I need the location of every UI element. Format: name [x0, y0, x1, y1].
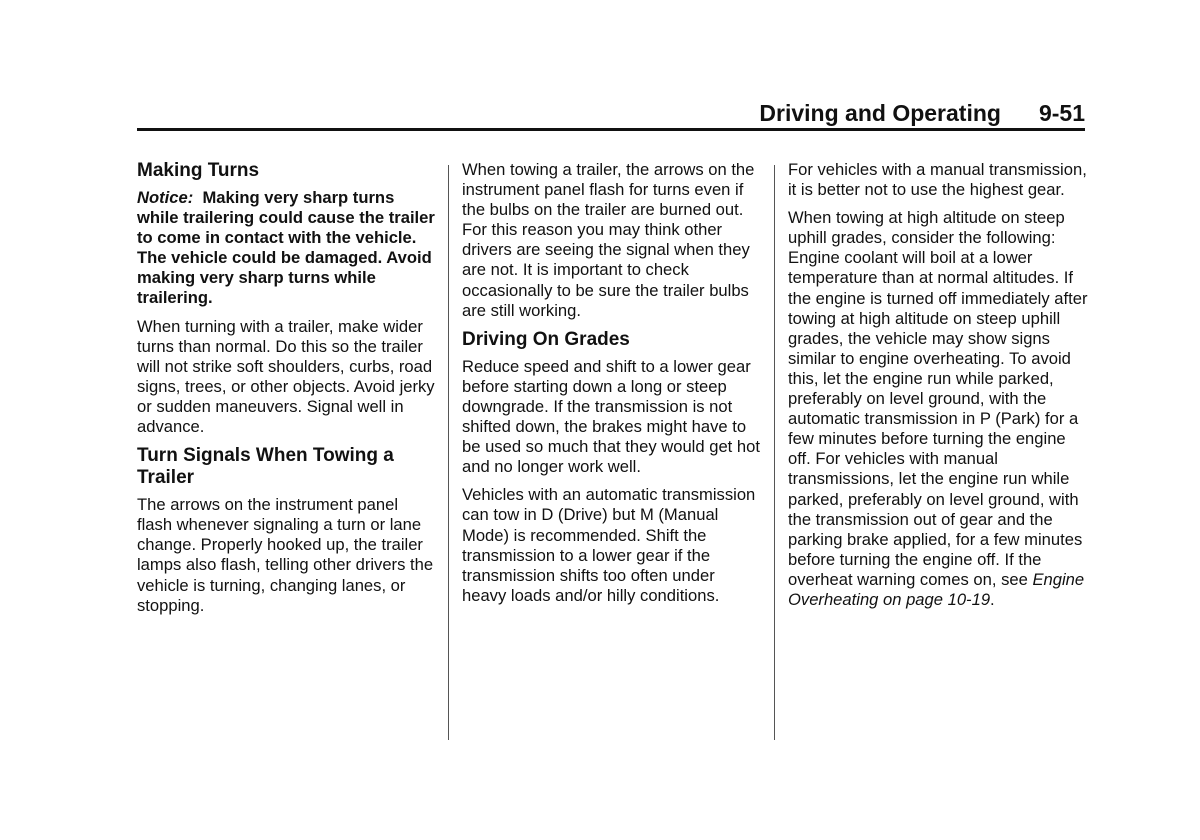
cross-reference-link[interactable]: Engine Overheating on page 10-19 — [788, 569, 1085, 609]
column-1 — [137, 160, 437, 624]
section-title: Driving and Operating — [759, 100, 1001, 126]
paragraph: Reduce speed and shift to a lower gear before starting down a long or steep downgrade. If the transmission is not shifted down, the brakes might have to be used so much that they would get hot and no longer work well. — [462, 356, 760, 477]
paragraph: When turning with a trailer, make wider turns than normal. Do this so the trailer will not strike soft shoulders, curbs, road signs, trees, or other objects. Avoid jerky or sudden maneuvers. Signal well in advance. — [137, 316, 435, 437]
column-3 — [788, 160, 1088, 618]
header-rule — [137, 128, 1085, 131]
column-divider — [448, 165, 449, 740]
paragraph-text: When towing at high altitude on steep uphill grades, consider the following: Engine coolant will boil at a lower temperature than at normal altitudes. If the engine is turned off immediately after towing at high altitude on steep uphill grades, the vehicle may show signs similar to engine overheating. To avoid this, let the engine run while parked, preferably on level ground, with the automatic transmission in P (Park) for a few minutes before turning the engine off. For vehicles with manual transmissions, let the engine run while parked, preferably on level ground, with the transmission out of gear and the parking brake applied, for a few minutes before turning the engine off. If the overheat warning comes on, see — [788, 208, 1088, 589]
notice — [137, 188, 437, 309]
paragraph: When towing a trailer, the arrows on the instrument panel flash for turns even if the bulbs on the trailer are burned out. For this reason you may think other drivers are seeing the signal when they are not. It is important to check occasionally to be sure the trailer bulbs are still working. — [462, 160, 755, 320]
paragraph — [788, 208, 1088, 610]
page-header — [759, 100, 1085, 127]
heading-driving-on-grades: Driving On Grades — [462, 328, 630, 350]
column-divider — [774, 165, 775, 740]
paragraph: Vehicles with an automatic transmission can tow in D (Drive) but M (Manual Mode) is recommended. Shift the transmission to a lower gear if the transmission shifts too often under heavy loads and/or hilly conditions. — [462, 485, 756, 605]
notice-text: Making very sharp turns while trailering could cause the trailer to come in contact with the vehicle. The vehicle could be damaged. Avoid making very sharp turns while trailering. — [137, 188, 435, 308]
heading-turn-signals: Turn Signals When Towing a Trailer — [137, 445, 394, 489]
column-2 — [462, 160, 762, 614]
paragraph: The arrows on the instrument panel flash whenever signaling a turn or lane change. Properly hooked up, the trailer lamps also flash, telling other drivers the vehicle is turning, changing lanes, or stopping. — [137, 495, 434, 615]
page-number: 9-51 — [1038, 100, 1085, 126]
notice-label: Notice: — [137, 188, 194, 207]
period: . — [990, 589, 995, 609]
heading-making-turns: Making Turns — [137, 160, 260, 181]
paragraph: For vehicles with a manual transmission, it is better not to use the highest gear. — [788, 160, 1087, 200]
